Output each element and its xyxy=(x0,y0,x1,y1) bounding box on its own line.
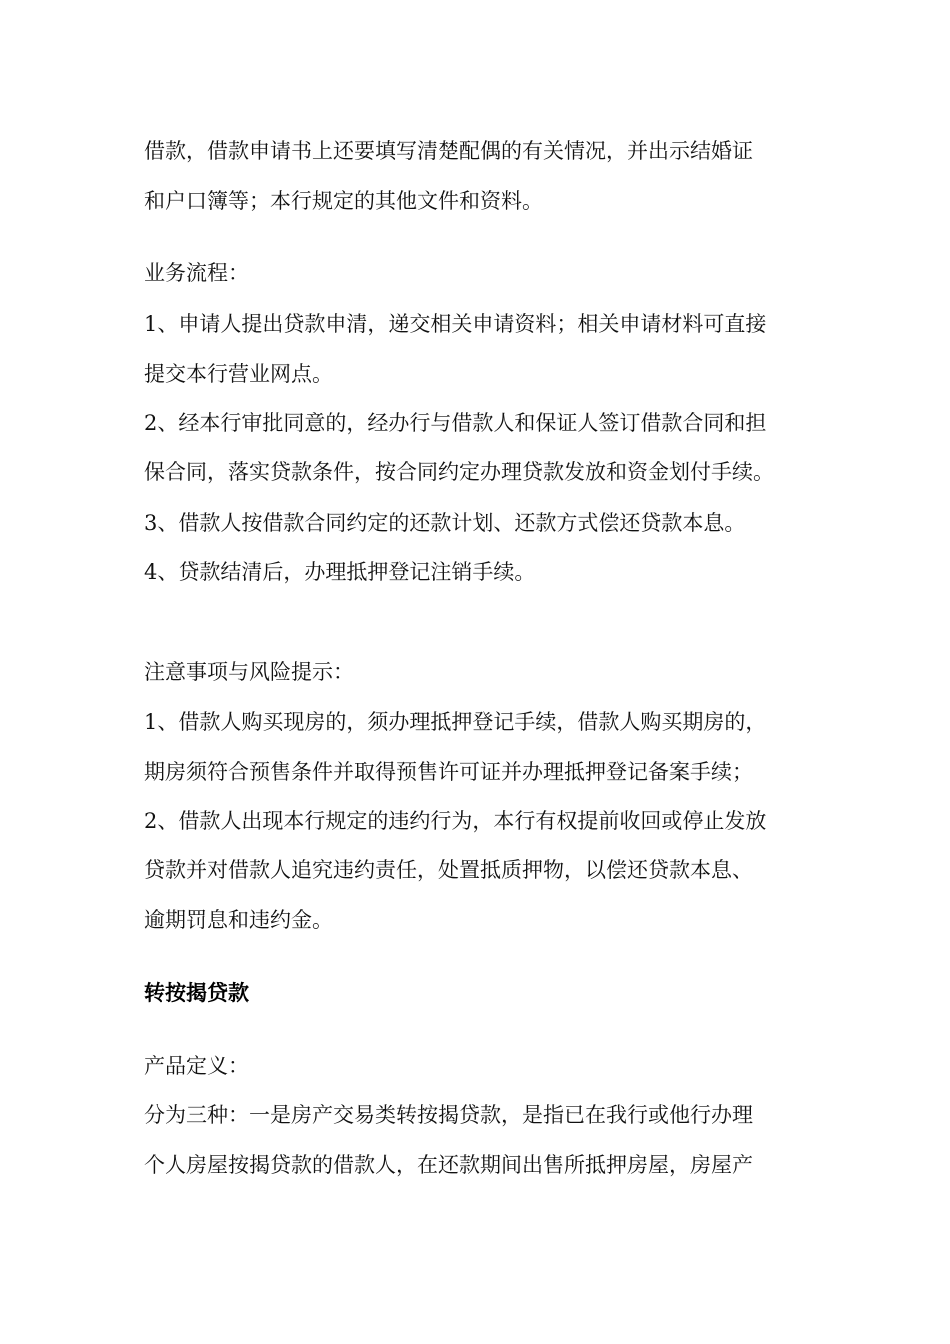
list-item: 3、借款人按借款合同约定的还款计划、还款方式偿还贷款本息。 xyxy=(144,511,746,535)
product-title: 转按揭贷款 xyxy=(144,981,249,1005)
list-item: 1、申请人提出贷款申清，递交相关申请资料；相关申请材料可直接 xyxy=(144,312,767,336)
paragraph-line: 和户口簿等；本行规定的其他文件和资料。 xyxy=(144,189,543,213)
list-item: 保合同，落实贷款条件，按合同约定办理贷款发放和资金划付手续。 xyxy=(144,460,774,484)
list-item: 4、贷款结清后，办理抵押登记注销手续。 xyxy=(144,560,536,584)
paragraph-line: 个人房屋按揭贷款的借款人，在还款期间出售所抵押房屋，房屋产 xyxy=(144,1153,753,1177)
list-item: 期房须符合预售条件并取得预售许可证并办理抵押登记备案手续； xyxy=(144,760,753,784)
section-heading-definition: 产品定义： xyxy=(144,1054,249,1078)
list-item: 2、经本行审批同意的，经办行与借款人和保证人签订借款合同和担 xyxy=(144,411,767,435)
list-item: 1、借款人购买现房的，须办理抵押登记手续，借款人购买期房的， xyxy=(144,710,767,734)
section-heading-risk: 注意事项与风险提示： xyxy=(144,660,354,684)
list-item: 提交本行营业网点。 xyxy=(144,362,333,386)
section-heading-process: 业务流程： xyxy=(144,261,249,285)
paragraph-line: 分为三种：一是房产交易类转按揭贷款，是指已在我行或他行办理 xyxy=(144,1103,753,1127)
list-item: 逾期罚息和违约金。 xyxy=(144,908,333,932)
list-item: 贷款并对借款人追究违约责任，处置抵质押物，以偿还贷款本息、 xyxy=(144,858,753,882)
list-item: 2、借款人出现本行规定的违约行为，本行有权提前收回或停止发放 xyxy=(144,809,767,833)
paragraph-line: 借款，借款申请书上还要填写清楚配偶的有关情况，并出示结婚证 xyxy=(144,139,753,163)
